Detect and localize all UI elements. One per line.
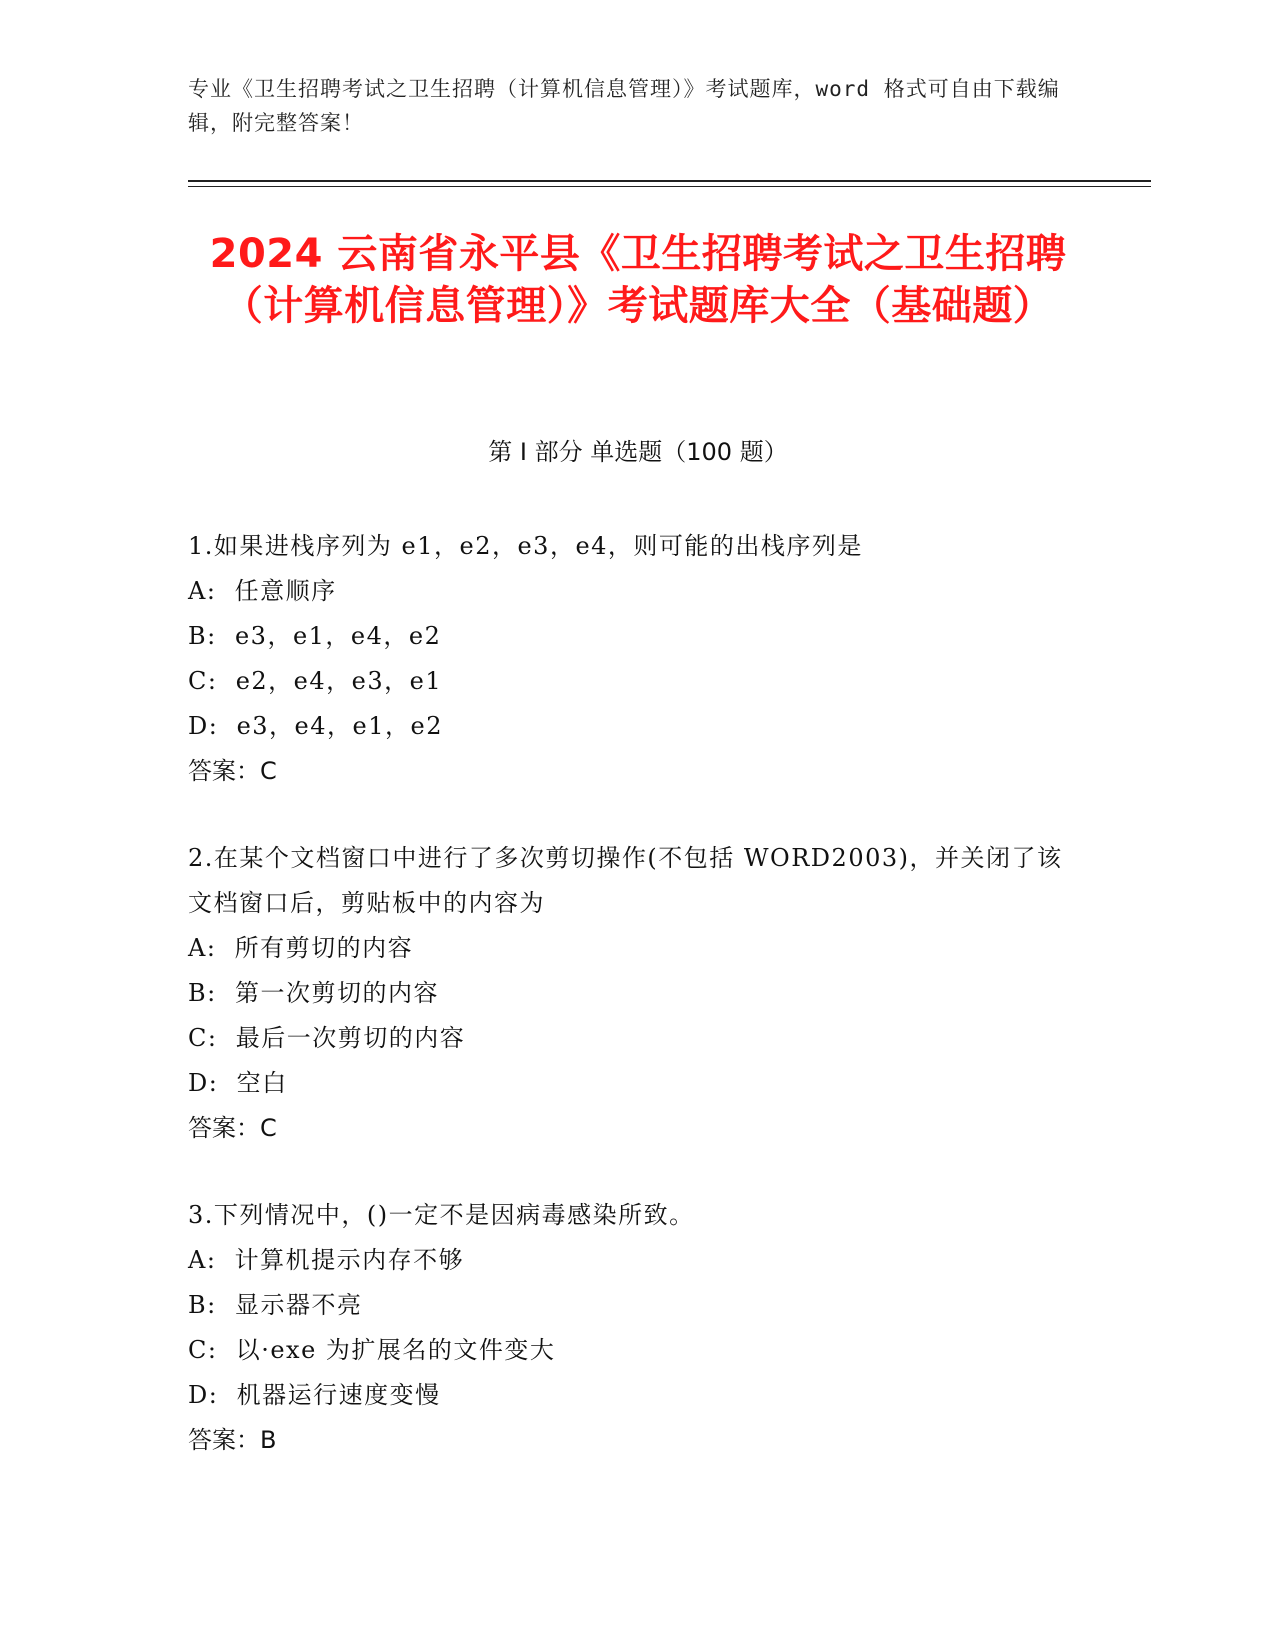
option-d: D: e3，e4，e1，e2 [188, 712, 443, 740]
option-c: C: e2，e4，e3，e1 [188, 667, 443, 695]
question-3 [188, 1193, 1068, 1463]
option-c: C: 以·exe 为扩展名的文件变大 [188, 1336, 556, 1364]
answer: 答案：B [188, 1426, 277, 1454]
answer: 答案：C [188, 757, 277, 785]
option-a: A: 计算机提示内存不够 [188, 1246, 465, 1274]
option-c: C: 最后一次剪切的内容 [188, 1024, 466, 1052]
section-heading: 第 I 部分 单选题（100 题） [488, 438, 788, 466]
option-d: D: 空白 [188, 1069, 288, 1097]
option-a: A: 任意顺序 [188, 577, 337, 605]
option-b: B: 第一次剪切的内容 [188, 979, 439, 1007]
question-spacer [188, 794, 1068, 836]
header-note: 专业《卫生招聘考试之卫生招聘（计算机信息管理）》考试题库，word 格式可自由下载编辑，附完整答案！ [188, 77, 1060, 135]
option-d: D: 机器运行速度变慢 [188, 1381, 441, 1409]
document-title: 2024 云南省永平县《卫生招聘考试之卫生招聘（计算机信息管理）》考试题库大全（基础题） [209, 231, 1067, 329]
question-list [188, 524, 1068, 1463]
question-spacer [188, 1151, 1068, 1193]
header-divider-thick [188, 180, 1151, 182]
option-b: B: e3，e1，e4，e2 [188, 622, 442, 650]
option-a: A: 所有剪切的内容 [188, 934, 414, 962]
answer: 答案：C [188, 1114, 277, 1142]
option-b: B: 显示器不亮 [188, 1291, 363, 1319]
question-stem: 3.下列情况中，()一定不是因病毒感染所致。 [188, 1201, 695, 1229]
question-stem: 1.如果进栈序列为 e1，e2，e3，e4，则可能的出栈序列是 [188, 532, 863, 560]
header-divider-thin [188, 186, 1151, 187]
question-1 [188, 524, 1068, 794]
question-stem: 2.在某个文档窗口中进行了多次剪切操作(不包括 WORD2003)，并关闭了该文档窗口后，剪贴板中的内容为 [188, 844, 1063, 917]
question-2 [188, 836, 1068, 1151]
